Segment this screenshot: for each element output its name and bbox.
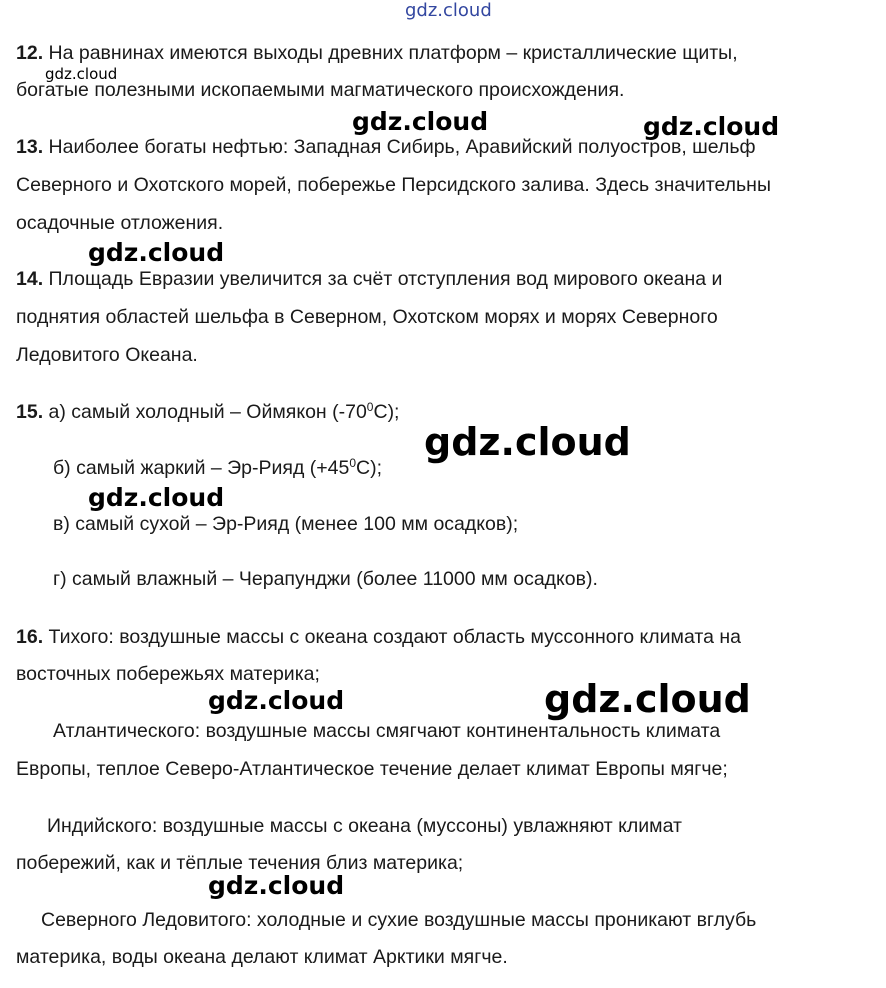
watermark-logo: gdz.cloud (544, 677, 751, 721)
watermark-logo: gdz.cloud (643, 112, 780, 141)
text: Площадь Евразии увеличится за счёт отступления вод мирового океана и (43, 268, 723, 290)
watermark-logo: gdz.cloud (208, 871, 345, 900)
paragraph-14-line-1 (16, 267, 722, 291)
paragraph-15-line-c: в) самый сухой – Эр-Рияд (менее 100 мм осадков); (53, 513, 519, 535)
text: а) самый холодный – Оймякон (-70 (43, 401, 367, 423)
paragraph-13-line-3: осадочные отложения. (16, 212, 224, 234)
paragraph-16-line-7: Северного Ледовитого: холодные и сухие воздушные массы проникают вглубь (41, 909, 757, 931)
superscript: 0 (349, 456, 357, 470)
paragraph-14-line-3: Ледовитого Океана. (16, 344, 198, 366)
text: На равнинах имеются выходы древних платформ – кристаллические щиты, (43, 42, 738, 64)
watermark-logo: gdz.cloud (352, 107, 489, 136)
text: Наиболее богаты нефтью: Западная Сибирь, Аравийский полуостров, шельф (43, 136, 756, 158)
item-number: 13. (16, 136, 44, 158)
paragraph-16-line-1 (16, 625, 741, 649)
paragraph-14-line-2: поднятия областей шельфа в Северном, Охотском морях и морях Северного (16, 306, 718, 328)
paragraph-16-line-2: восточных побережьях материка; (16, 663, 320, 685)
item-number: 16. (16, 626, 44, 648)
paragraph-15-line-d: г) самый влажный – Черапунджи (более 11000 мм осадков). (53, 568, 598, 590)
watermark-logo: gdz.cloud (45, 65, 118, 83)
paragraph-16-line-3: Атлантического: воздушные массы смягчают континентальность климата (53, 720, 721, 742)
paragraph-16-line-6: побережий, как и тёплые течения близ материка; (16, 852, 464, 874)
watermark-logo: gdz.cloud (88, 238, 225, 267)
paragraph-15-line-b (53, 456, 382, 480)
paragraph-16-line-4: Европы, теплое Северо-Атлантическое течение делает климат Европы мягче; (16, 758, 728, 780)
superscript: 0 (366, 400, 374, 414)
watermark-logo: gdz.cloud (208, 686, 345, 715)
paragraph-16-line-8: материка, воды океана делают климат Арктики мягче. (16, 946, 508, 968)
item-number: 14. (16, 268, 44, 290)
item-number: 15. (16, 401, 44, 423)
text: С); (356, 457, 383, 479)
item-number: 12. (16, 42, 44, 64)
paragraph-12-line-2: богатые полезными ископаемыми магматического происхождения. (16, 79, 625, 101)
paragraph-12-line-1 (16, 41, 738, 65)
text: Тихого: воздушные массы с океана создают область муссонного климата на (43, 626, 741, 648)
watermark-logo: gdz.cloud (405, 0, 492, 21)
paragraph-16-line-5: Индийского: воздушные массы с океана (муссоны) увлажняют климат (47, 815, 682, 837)
paragraph-13-line-2: Северного и Охотского морей, побережье Персидского залива. Здесь значительны (16, 174, 771, 196)
text: С); (373, 401, 400, 423)
watermark-logo: gdz.cloud (88, 483, 225, 512)
watermark-logo: gdz.cloud (424, 420, 631, 464)
paragraph-15-line-a (16, 400, 399, 424)
text: б) самый жаркий – Эр-Рияд (+45 (53, 457, 350, 479)
